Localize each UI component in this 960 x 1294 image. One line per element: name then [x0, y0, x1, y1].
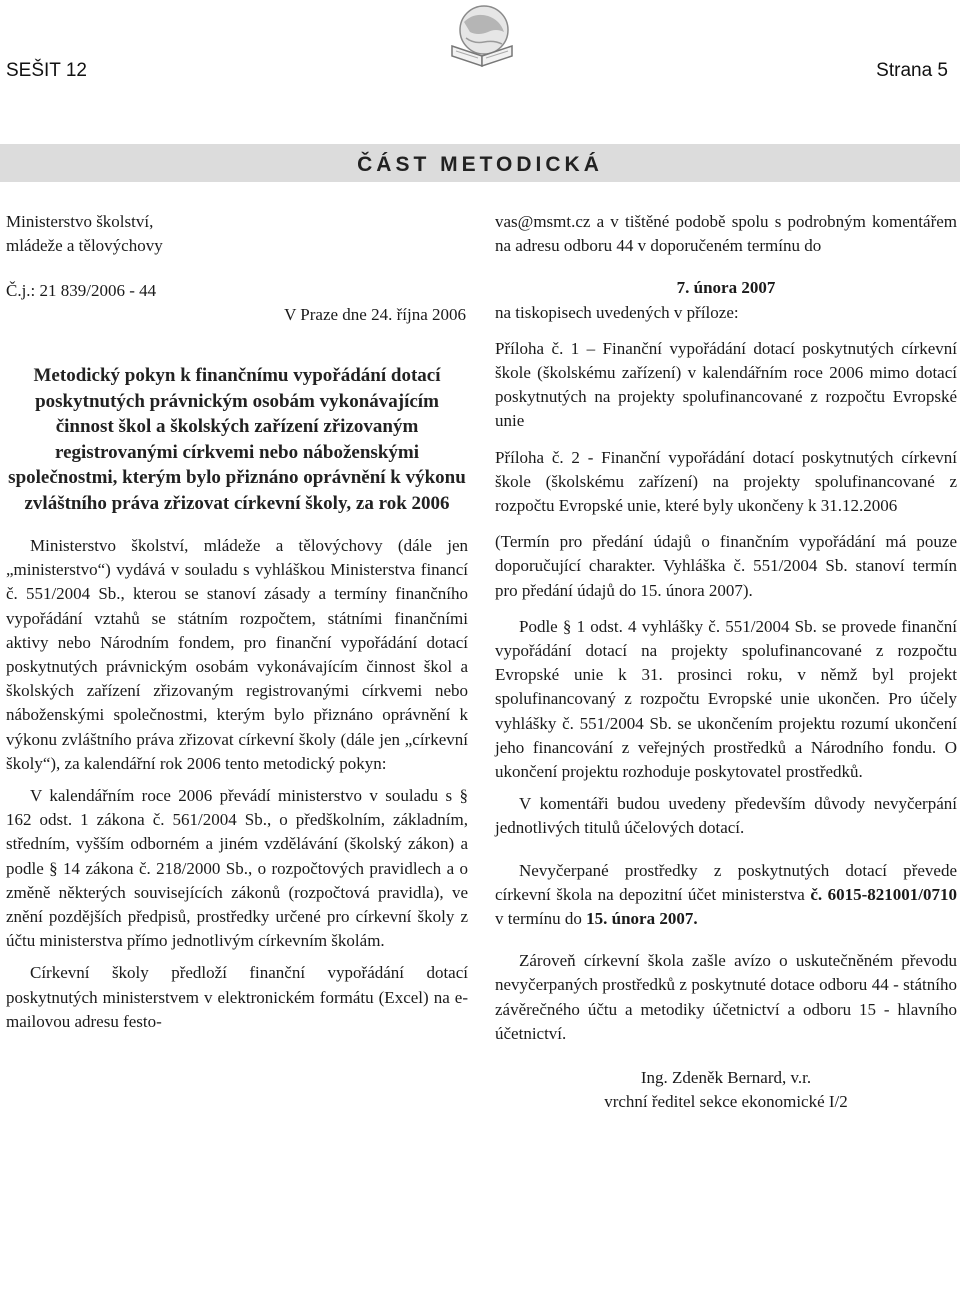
paragraph-refund — [495, 859, 957, 932]
deposit-account: č. 6015-821001/0710 — [810, 884, 957, 904]
paragraph-submission: Církevní školy předloží finanční vypořádání dotací poskytnutých ministerstvem v elektronickém formátu (Excel) na e-mailovou adresu festo- — [6, 963, 468, 1031]
left-column — [6, 210, 468, 1034]
paragraph-transfer: V kalendářním roce 2006 převádí ministerstvo v souladu s § 162 odst. 1 zákona č. 561/2004 Sb., o předškolním, základním, středním, vyšším odborném a jiném vzdělávání (školský zákon) a podle § 14 zákona č. 218/2000 Sb., o rozpočtových pravidlech a o změně některých souvisejících zákonů (rozpočtová pravidla), ve znění pozdějších předpisů, prostředky určené pro církevní školy z účtu ministerstva přímo jednotlivým církevním školám. — [6, 786, 468, 951]
refund-text-mid: v termínu do — [495, 909, 587, 929]
paragraph-eu-projects: Podle § 1 odst. 4 vyhlášky č. 551/2004 Sb. se provede finanční vypořádání dotací na projekty spolufinancované z rozpočtu Evropské unie k 31. prosinci roku, v němž byl projekt spolufinancovaný z rozpočtu Evropské unie ukončen. Pro účely vyhlášky č. 551/2004 Sb. se ukončením projektu rozumí ukončení jeho financování z veřejných prostředků a Národního fondu. O ukončení projektu rozhoduje poskytovatel prostředků. — [495, 616, 957, 782]
deadline-note: (Termín pro předání údajů o finančním vypořádání má pouze doporučující charakter. Vyhláška č. 551/2004 Sb. stanoví termín pro předání údajů do 15. února 2007). — [495, 532, 957, 600]
signature-block — [495, 1066, 957, 1114]
paragraph-submission-cont: vas@msmt.cz a v tištěné podobě spolu s podrobným komentářem na adresu odboru 44 v doporučeném termínu do — [495, 212, 957, 256]
signatory-name: Ing. Zdeněk Bernard, v.r. — [640, 1068, 812, 1088]
page-number: Strana 5 — [876, 60, 948, 81]
section-title: ČÁST METODICKÁ — [0, 144, 960, 182]
globe-book-icon — [444, 2, 520, 70]
paragraph-intro: Ministerstvo školství, mládeže a tělovýchovy (dále jen „ministerstvo“) vydává v souladu s vyhláškou Ministerstva financí č. 551/2004 Sb., kterou se stanoví zásady a termíny finančního vypořádání vztahů se státním rozpočtem, státními finančními aktivy nebo Národním fondem, pro finanční vypořádání dotací poskytnutých právnickým osobám vykonávajícím činnost škol a školských zařízení zřizovaným registrovanými církvemi nebo náboženskými společnostmi, kterým bylo přiznáno oprávnění k výkonu zvláštního práva zřizovat církevní školy (dále jen „církevní školy“), za kalendářní rok 2006 tento metodický pokyn: — [6, 536, 468, 773]
attachment-1: Příloha č. 1 – Finanční vypořádání dotací poskytnutých církevní škole (školskému zařízení) v kalendářním roce 2006 mimo dotací poskytnutých na projekty spolufinancované z rozpočtu Evropské unie — [495, 338, 957, 431]
deadline-date: 7. února 2007 — [676, 278, 776, 298]
refund-deadline: 15. února 2007. — [586, 909, 698, 929]
forms-intro: na tiskopisech uvedených v příloze: — [495, 302, 739, 322]
document-title: Metodický pokyn k finančnímu vypořádání dotací poskytnutých právnickým osobám vykonávajícím činnost škol a školských zařízení zřizovaným registrovanými církvemi nebo náboženskými společnostmi, kterým bylo přiznáno oprávnění k výkonu zvláštního práva zřizovat církevní školy, za rok 2006 — [8, 365, 466, 514]
signatory-role: vrchní ředitel sekce ekonomické I/2 — [604, 1092, 848, 1112]
paragraph-notice: Zároveň církevní škola zašle avízo o uskutečněném převodu nevyčerpaných prostředků z poskytnuté dotace odboru 44 - státního závěrečného účtu a metodiky účetnictví a odboru 15 - hlavního účetnictví. — [495, 951, 957, 1043]
refund-text: Nevyčerpané prostředky z poskytnutých dotací převede církevní škola na depozitní účet ministerstva — [495, 860, 957, 904]
ministry-name-line1: Ministerstvo školství, — [6, 212, 154, 231]
issue-date: V Praze dne 24. října 2006 — [284, 305, 466, 324]
ministry-name-line2: mládeže a tělovýchovy — [6, 236, 163, 255]
reference-number: Č.j.: 21 839/2006 - 44 — [6, 281, 157, 300]
issue-number: SEŠIT 12 — [6, 60, 87, 81]
attachment-2: Příloha č. 2 - Finanční vypořádání dotací poskytnutých církevní škole (školskému zařízení) na projekty spolufinancované z rozpočtu Evropské unie, které byly ukončeny k 31.12.2006 — [495, 447, 957, 516]
right-column — [495, 210, 957, 1114]
paragraph-commentary: V komentáři budou uvedeny především důvody nevyčerpání jednotlivých titulů účelových dotací. — [495, 794, 957, 838]
